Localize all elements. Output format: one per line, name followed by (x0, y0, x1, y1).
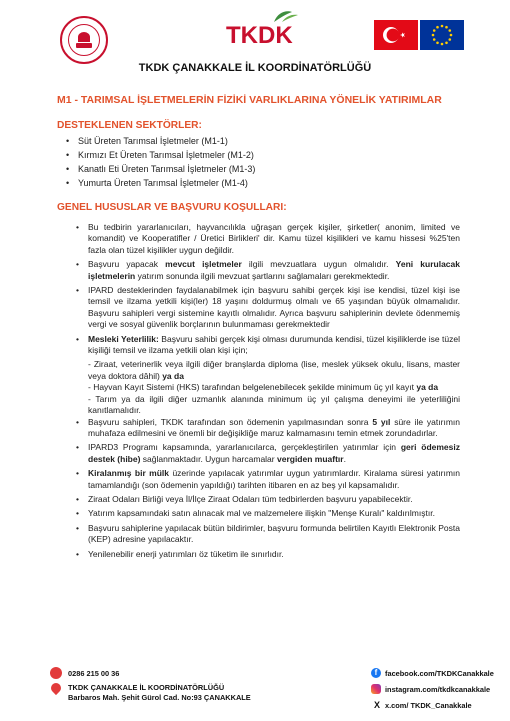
condition-emphasis: ya da (162, 370, 184, 381)
turkey-flag-icon (374, 20, 418, 50)
footer-instagram[interactable]: instagram.com/tkdkcanakkale (385, 685, 491, 694)
condition-text: yatırım sonunda ilgili mevzuat şartlarını sağlamaları gerekmektedir. (135, 270, 390, 281)
sector-item: • Kanatlı Eti Üreten Tarımsal İşletmeler (M1-3) (62, 162, 255, 176)
condition-emphasis: Kiralanmış bir mülk (88, 468, 170, 479)
condition-item (62, 508, 460, 519)
phone-icon (50, 667, 62, 679)
conditions-list (62, 222, 460, 563)
condition-item (62, 417, 460, 440)
conditions-heading: GENEL HUSUSLAR VE BAŞVURU KOŞULLARI: (57, 202, 287, 213)
measure-heading: M1 - TARIMSAL İŞLETMELERİN FİZİKİ VARLIKLARINA YÖNELİK YATIRIMLAR (57, 94, 442, 106)
ministry-logo-icon (60, 16, 108, 64)
condition-text: sağlanmaktadır. Uygun harcamalar (140, 453, 277, 464)
tkdk-logo-text: TKDK (226, 22, 293, 49)
condition-text: üzerinde yapılacak yatırımlar uygun yatırımlardır. Kiralama süresi yatırımın tamamlandığı (son ödemenin yapıldığı) tarihten itibaren en az beş yıl kapsamalıdır. (88, 468, 460, 490)
condition-text: Başvuru sahipleri, TKDK tarafından son ödemenin yapılmasından sonra (88, 416, 373, 427)
condition-emphasis: geri ödemesiz destek (hibe) (88, 442, 460, 464)
condition-text: - Tarım ya da ilgili diğer uzmanlık alanında minimum üç yıl çalışma deneyimi ile yeterliliğini kanıtlamalıdır. (88, 393, 460, 416)
condition-emphasis: ya da (416, 382, 439, 393)
condition-text: IPARD desteklerinden faydalanabilmek için başvuru sahibi gerçek kişi ise kendisi, tüzel kişi ise temsil ve ilzama yetkili kişi(ler) 18 yaşını doldurmuş olmalı ve 65 yaşından büyük olmamalıdır. Başvuru sahipleri vergi sistemine kayıtlı olmalıdır. Ayrıca başvuru sahiplerinin devlete ödenmemiş vergi ve sosyal güvenlik borçlarının bulunmaması gerekmektedir (88, 285, 460, 330)
footer-x[interactable]: x.com/ TKDK_Canakkale (385, 701, 472, 710)
condition-item (62, 549, 460, 560)
x-icon: X (374, 700, 381, 710)
condition-text: Başvuru sahibi gerçek kişi olması durumunda kendisi, tüzel kişiliklerde ise tüzel kişiliği temsil ve ilzama yetkili olan kişi için; (88, 333, 460, 356)
condition-text: Ziraat Odaları Birliği veya İl/İlçe Ziraat Odaları tüm tedbirlerden başvuru yapabilecektir. (88, 493, 413, 504)
condition-item (62, 468, 460, 491)
facebook-icon: f (371, 668, 381, 678)
condition-emphasis: vergiden muaftır (276, 453, 344, 464)
sector-item: • Kırmızı Et Üreten Tarımsal İşletmeler (M1-2) (62, 148, 255, 162)
condition-text: Yenilenebilir enerji yatırımları öz tüketim ile sınırlıdır. (88, 548, 284, 559)
condition-emphasis: 5 yıl (372, 416, 391, 427)
condition-text: - Ziraat, veterinerlik veya ilgili diğer branşlarda diploma (lise, meslek yüksek okulu, lisans, master veya doktora dâhil) (88, 359, 460, 381)
condition-item (62, 442, 460, 465)
condition-text: süre ile yatırımın muhafaza edilmesini ve önemli bir değişikliğe maruz kalmamasını temin etmek zorundadırlar. (88, 416, 460, 438)
condition-text: Bu tedbirin yararlanıcıları, hayvancılıkla uğraşan gerçek kişiler, şirketler( anonim, limited ve komandit) ve Kooperatifler / Üretici Birlikleri' dir. Kamu tüzel kişilikleri ve kamu hissesi %25'ten fazla olan tüzel kişilikler uygun değildir. (88, 222, 460, 255)
footer-address: Barbaros Mah. Şehit Gürol Cad. No:93 ÇANAKKALE (68, 693, 251, 702)
sector-item: • Yumurta Üreten Tarımsal İşletmeler (M1-4) (62, 176, 255, 190)
condition-text: - Hayvan Kayıt Sistemi (HKS) tarafından belgelenebilecek şekilde minimum üç yıl kayıt (88, 382, 417, 393)
condition-subitem (62, 394, 460, 417)
footer-phone[interactable]: 0286 215 00 36 (68, 669, 120, 678)
condition-text: Başvuru sahiplerine yapılacak bütün bildirimler, başvuru formunda belirtilen Kayıtlı Elektronik Posta (KEP) adresine yapılacaktır. (88, 522, 460, 545)
condition-item (62, 523, 460, 546)
sectors-heading: DESTEKLENEN SEKTÖRLER: (57, 120, 202, 131)
condition-text: Yatırım kapsamındaki satın alınacak mal ve malzemelere ilişkin "Menşe Kuralı" kaldırılmıştır. (88, 508, 435, 519)
sector-item: • Süt Üreten Tarımsal İşletmeler (M1-1) (62, 134, 255, 148)
condition-emphasis: mevcut işletmeler (165, 259, 242, 270)
condition-item (62, 334, 460, 357)
sector-list (62, 134, 255, 190)
condition-item (62, 494, 460, 505)
footer-org: TKDK ÇANAKKALE İL KOORDİNATÖRLÜĞÜ (68, 683, 225, 692)
condition-item (62, 222, 460, 256)
instagram-icon (371, 684, 381, 694)
condition-text: IPARD3 Programı kapsamında, yararlanıcılarca, gerçekleştirilen yatırımlar için (88, 442, 401, 453)
condition-emphasis: Mesleki Yeterlilik: (88, 333, 159, 344)
condition-text: Başvuru yapacak (88, 259, 166, 270)
condition-subitem (62, 382, 460, 393)
condition-item (62, 285, 460, 331)
eu-flag-icon (420, 20, 464, 50)
condition-emphasis: Yeni kurulacak işletmelerin (88, 259, 460, 281)
footer-facebook[interactable]: facebook.com/TKDKCanakkale (385, 669, 494, 678)
page-title: TKDK ÇANAKKALE İL KOORDİNATÖRLÜĞÜ (138, 62, 372, 74)
condition-text: . (343, 453, 346, 464)
condition-subitem (62, 359, 460, 382)
condition-text: ilgili mevzuatlara uygun olmalıdır. (241, 259, 396, 270)
condition-item (62, 259, 460, 282)
